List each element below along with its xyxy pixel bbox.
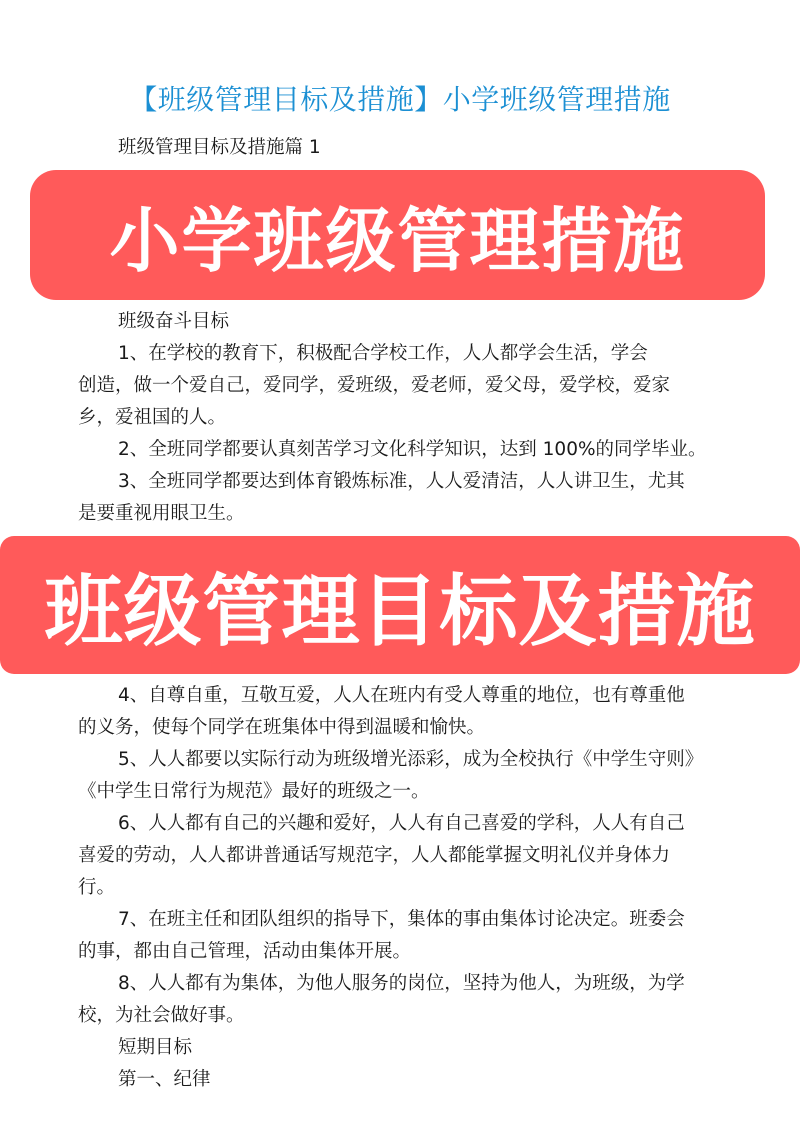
body-line: 是要重视用眼卫生。: [78, 503, 245, 524]
document-body-section-3: [0, 680, 800, 1096]
document-title: 【班级管理目标及措施】小学班级管理措施: [129, 83, 671, 116]
body-line: 的义务，使每个同学在班集体中得到温暖和愉快。: [78, 717, 486, 738]
body-line: 的事，都由自己管理，活动由集体开展。: [78, 941, 412, 962]
body-line: 校，为社会做好事。: [78, 1005, 245, 1026]
body-line: 短期目标: [118, 1037, 193, 1058]
body-line: 第一、纪律: [118, 1069, 211, 1090]
body-line: 班级奋斗目标: [118, 311, 230, 332]
body-line: 乡，爱祖国的人。: [78, 407, 227, 428]
body-line: 5、人人都要以实际行动为班级增光添彩，成为全校执行《中学生守则》: [118, 749, 704, 770]
body-line: 《中学生日常行为规范》最好的班级之一。: [78, 781, 430, 802]
body-line: 行。: [78, 877, 116, 898]
body-line: 1、在学校的教育下，积极配合学校工作，人人都学会生活，学会: [118, 343, 648, 364]
body-line: 6、人人都有自己的兴趣和爱好，人人有自己喜爱的学科，人人有自己: [118, 813, 685, 834]
banner-top-text: 小学班级管理措施: [109, 199, 686, 282]
body-line: 3、全班同学都要达到体育锻炼标准，人人爱清洁，人人讲卫生，尤其: [118, 471, 685, 492]
body-line: 8、人人都有为集体，为他人服务的岗位，坚持为他人，为班级，为学: [118, 973, 685, 994]
body-line: 4、自尊自重，互敬互爱，人人在班内有受人尊重的地位，也有尊重他: [118, 685, 685, 706]
body-line: 2、全班同学都要认真刻苦学习文化科学知识，达到 100%的同学毕业。: [118, 439, 707, 460]
overlay-banner-middle: [0, 536, 800, 674]
overlay-banner-top: [30, 170, 765, 300]
document-body-section-1: [0, 120, 800, 164]
banner-middle-text: 班级管理目标及措施: [44, 567, 756, 657]
body-line: 创造，做一个爱自己，爱同学，爱班级，爱老师，爱父母，爱学校，爱家: [78, 375, 671, 396]
document-body-section-2: [0, 306, 800, 530]
body-line: 喜爱的劳动，人人都讲普通话写规范字，人人都能掌握文明礼仪并身体力: [78, 845, 671, 866]
body-line: 7、在班主任和团队组织的指导下，集体的事由集体讨论决定。班委会: [118, 909, 685, 930]
body-line: 班级管理目标及措施篇 1: [118, 137, 321, 158]
